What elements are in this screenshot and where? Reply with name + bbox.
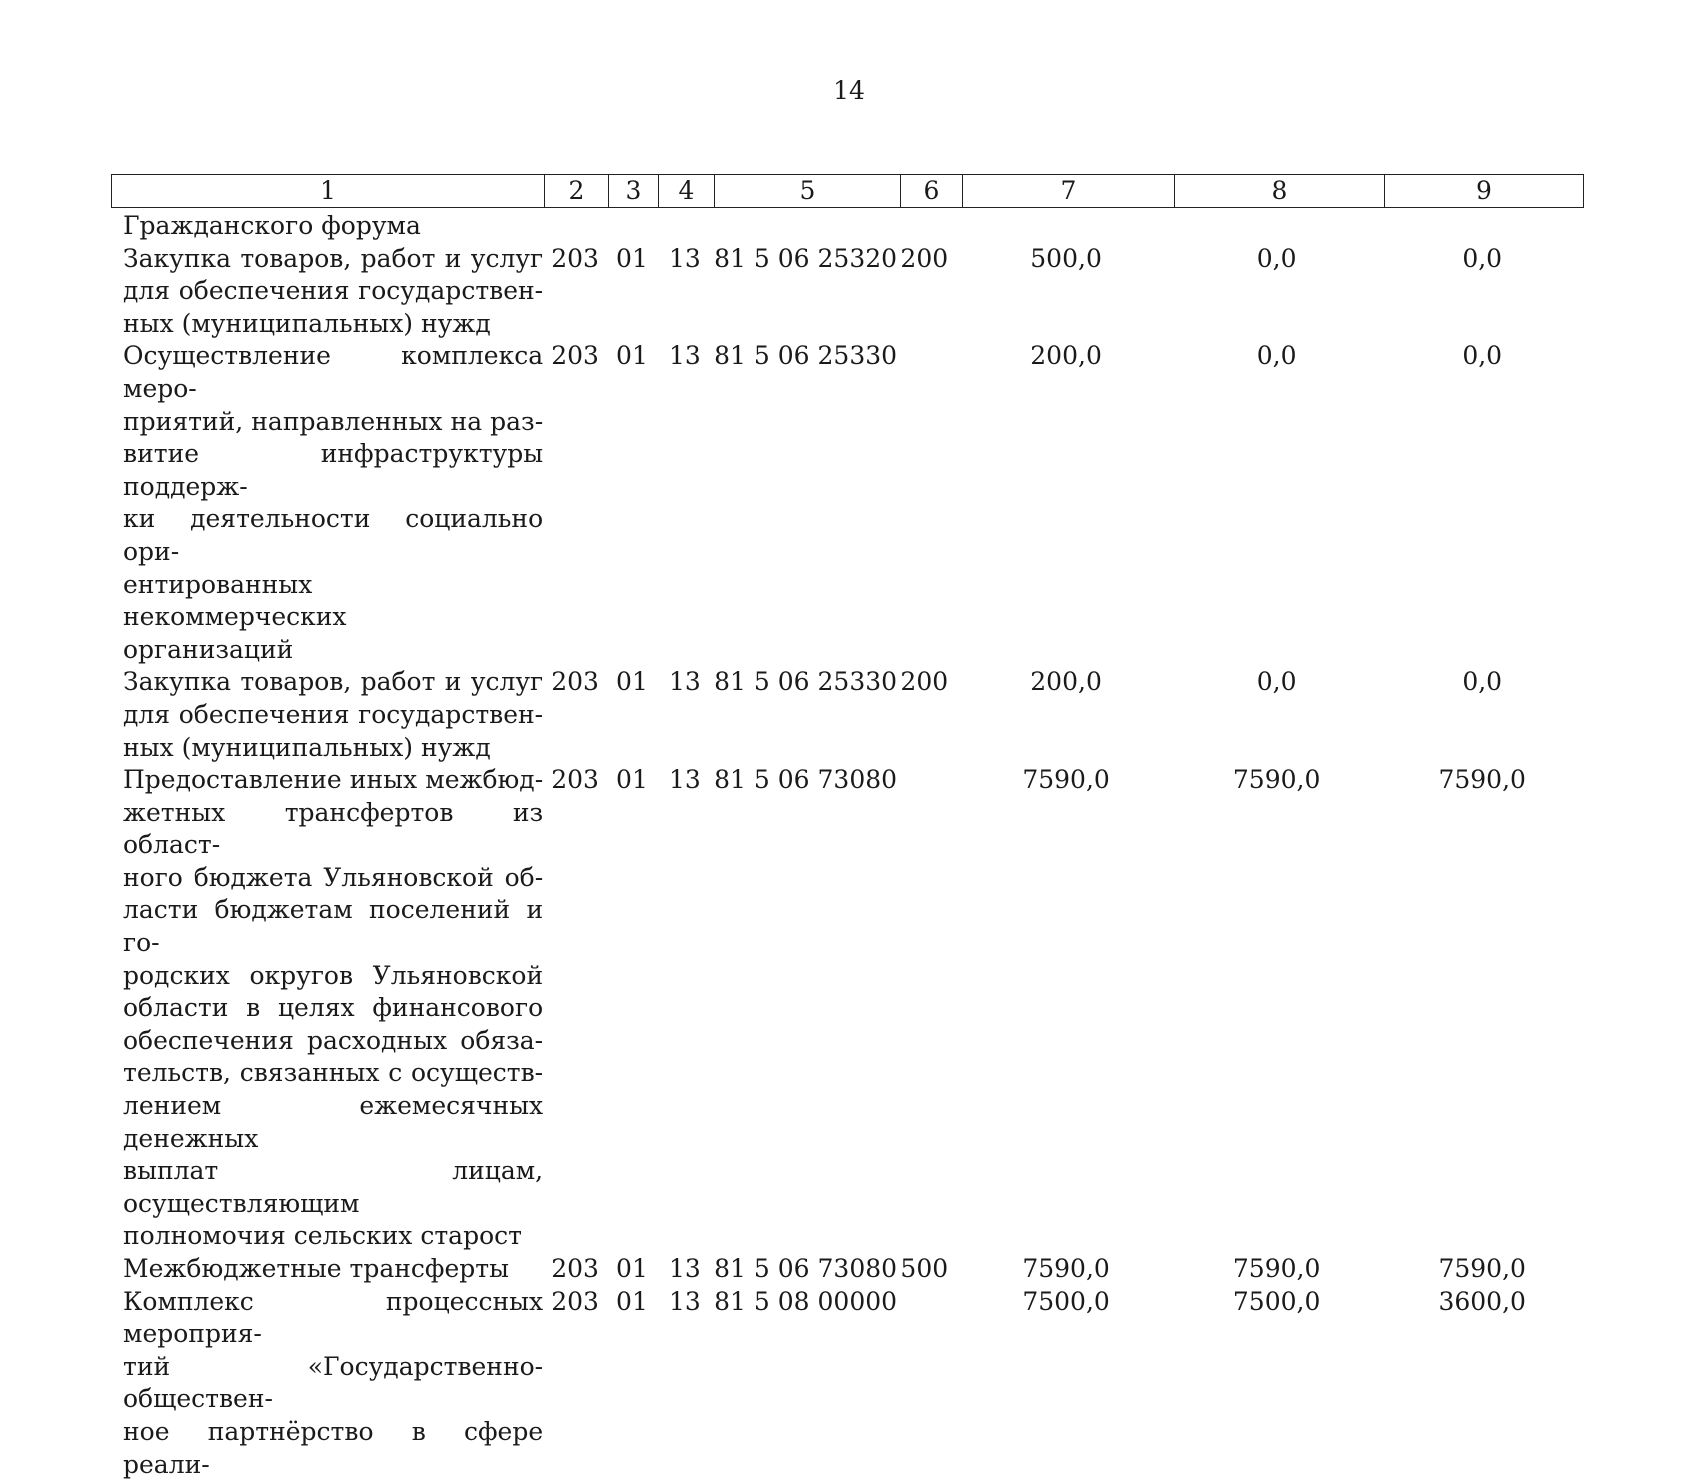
row-name-line: обеспечения расходных обяза- [123, 1025, 544, 1055]
row-cell-c4: 13 [668, 243, 701, 273]
row-cell-c9: 0,0 [1462, 243, 1503, 273]
row-cell-c8: 0,0 [1256, 667, 1297, 697]
row-name-cell [111, 666, 543, 764]
row-name-line: для обеспечения государствен- [123, 276, 544, 306]
row-cell-c5: 81 5 08 00000 [714, 1286, 898, 1316]
row-cell-c3: 01 [616, 1286, 648, 1316]
row-cell-c2: 203 [551, 765, 599, 795]
row-name-line: Закупка товаров, работ и услуг [123, 243, 544, 273]
row-cell-c3: 01 [616, 243, 648, 273]
row-cell-c9: 3600,0 [1438, 1286, 1526, 1316]
header-cell-5: 5 [715, 175, 901, 208]
row-name-line: ки деятельности социально ори- [123, 504, 544, 566]
row-cell-c5: 81 5 06 25320 [714, 243, 898, 273]
table-row [111, 243, 1583, 341]
table-row [111, 764, 1583, 1253]
table-row [111, 666, 1583, 764]
row-cell-c8: 0,0 [1256, 341, 1297, 371]
row-name-line: Межбюджетные трансферты [123, 1254, 510, 1283]
table-row [111, 340, 1583, 666]
row-cell-c2: 203 [551, 1254, 599, 1283]
row-name-line: ного бюджета Ульяновской об- [123, 862, 544, 892]
row-name-line: ное партнёрство в сфере реали- [123, 1416, 544, 1479]
row-name-line: Закупка товаров, работ и услуг [123, 667, 544, 697]
row-name-cell [111, 1286, 543, 1481]
row-cell-c4: 13 [668, 1254, 701, 1283]
row-cell-c8: 0,0 [1256, 243, 1297, 273]
row-name-line: тельств, связанных с осуществ- [123, 1058, 544, 1088]
row-name-line: приятий, направленных на раз- [123, 406, 544, 436]
row-cell-c7: 200,0 [1030, 667, 1102, 697]
table-row [111, 1253, 1583, 1286]
header-cell-9: 9 [1385, 175, 1584, 208]
row-cell-c9: 0,0 [1462, 667, 1503, 697]
header-cell-4: 4 [659, 175, 715, 208]
header-cell-7: 7 [963, 175, 1175, 208]
row-name-cell [111, 764, 543, 1253]
row-cell-c8: 7500,0 [1232, 1286, 1321, 1316]
row-name-line: ласти бюджетам поселений и го- [123, 895, 544, 958]
row-name-cell [111, 243, 543, 341]
row-name-line: ных (муниципальных) нужд [123, 308, 491, 338]
row-cell-c7: 7590,0 [1022, 1254, 1110, 1283]
row-name-line: Предоставление иных межбюд- [123, 765, 544, 795]
row-name-line: выплат лицам, осуществляющим [123, 1156, 544, 1218]
header-cell-1: 1 [112, 175, 545, 208]
row-cell-c7: 500,0 [1030, 243, 1102, 273]
row-cell-c5: 81 5 06 73080 [714, 1254, 898, 1283]
row-name-line: организаций [123, 634, 294, 664]
column-number-header [111, 174, 1584, 208]
row-name-line: области в целях финансового [123, 993, 544, 1023]
row-name-line: Осуществление комплекса меро- [123, 341, 544, 403]
row-cell-c5: 81 5 06 25330 [714, 667, 898, 697]
header-cell-2: 2 [545, 175, 609, 208]
row-cell-c6: 500 [900, 1254, 949, 1283]
table-row [111, 1286, 1583, 1481]
row-name-line: жетных трансфертов из област- [123, 797, 544, 860]
row-cell-c2: 203 [551, 1286, 599, 1316]
page-number: 14 [833, 76, 865, 105]
row-name-line: тий «Государственно-обществен- [123, 1351, 544, 1414]
row-cell-c2: 203 [551, 667, 599, 697]
row-cell-c5: 81 5 06 25330 [714, 341, 898, 371]
row-name-line: витие инфраструктуры поддерж- [123, 439, 544, 501]
row-cell-c4: 13 [668, 667, 701, 697]
row-cell-c9: 7590,0 [1438, 765, 1526, 795]
row-name-line: ентированных некоммерческих [123, 569, 347, 632]
table-body [111, 210, 1583, 1481]
row-cell-c4: 13 [668, 1286, 701, 1316]
row-name-line: для обеспечения государствен- [123, 699, 544, 729]
row-cell-c9: 7590,0 [1438, 1254, 1526, 1283]
row-cell-c2: 203 [551, 243, 599, 273]
header-cell-3: 3 [609, 175, 659, 208]
row-cell-c9: 0,0 [1462, 341, 1503, 371]
row-cell-c3: 01 [616, 765, 648, 795]
row-cell-c7: 7590,0 [1022, 765, 1110, 795]
row-cell-c2: 203 [551, 341, 599, 371]
row-cell-c4: 13 [668, 341, 701, 371]
header-cell-6: 6 [901, 175, 963, 208]
row-cell-c3: 01 [616, 1254, 648, 1283]
row-name-line: лением ежемесячных денежных [123, 1091, 544, 1153]
row-cell-c3: 01 [616, 667, 648, 697]
row-cell-c7: 200,0 [1030, 341, 1102, 371]
row-name-line: родских округов Ульяновской [123, 960, 544, 990]
row-name-cell [111, 1253, 543, 1286]
table-row [111, 210, 1583, 243]
row-cell-c5: 81 5 06 73080 [714, 765, 898, 795]
row-name-line: Гражданского форума [123, 211, 421, 240]
row-name-cell [111, 340, 543, 666]
row-name-line: полномочия сельских старост [123, 1221, 522, 1251]
row-cell-c8: 7590,0 [1232, 1254, 1321, 1283]
row-cell-c7: 7500,0 [1022, 1286, 1110, 1316]
row-name-cell [111, 210, 543, 243]
row-cell-c6: 200 [900, 243, 949, 273]
header-cell-8: 8 [1175, 175, 1385, 208]
row-name-line: Комплекс процессных мероприя- [123, 1286, 544, 1349]
row-cell-c8: 7590,0 [1232, 765, 1321, 795]
row-name-line: ных (муниципальных) нужд [123, 732, 491, 762]
row-cell-c3: 01 [616, 341, 648, 371]
row-cell-c4: 13 [668, 765, 701, 795]
row-cell-c6: 200 [900, 667, 949, 697]
